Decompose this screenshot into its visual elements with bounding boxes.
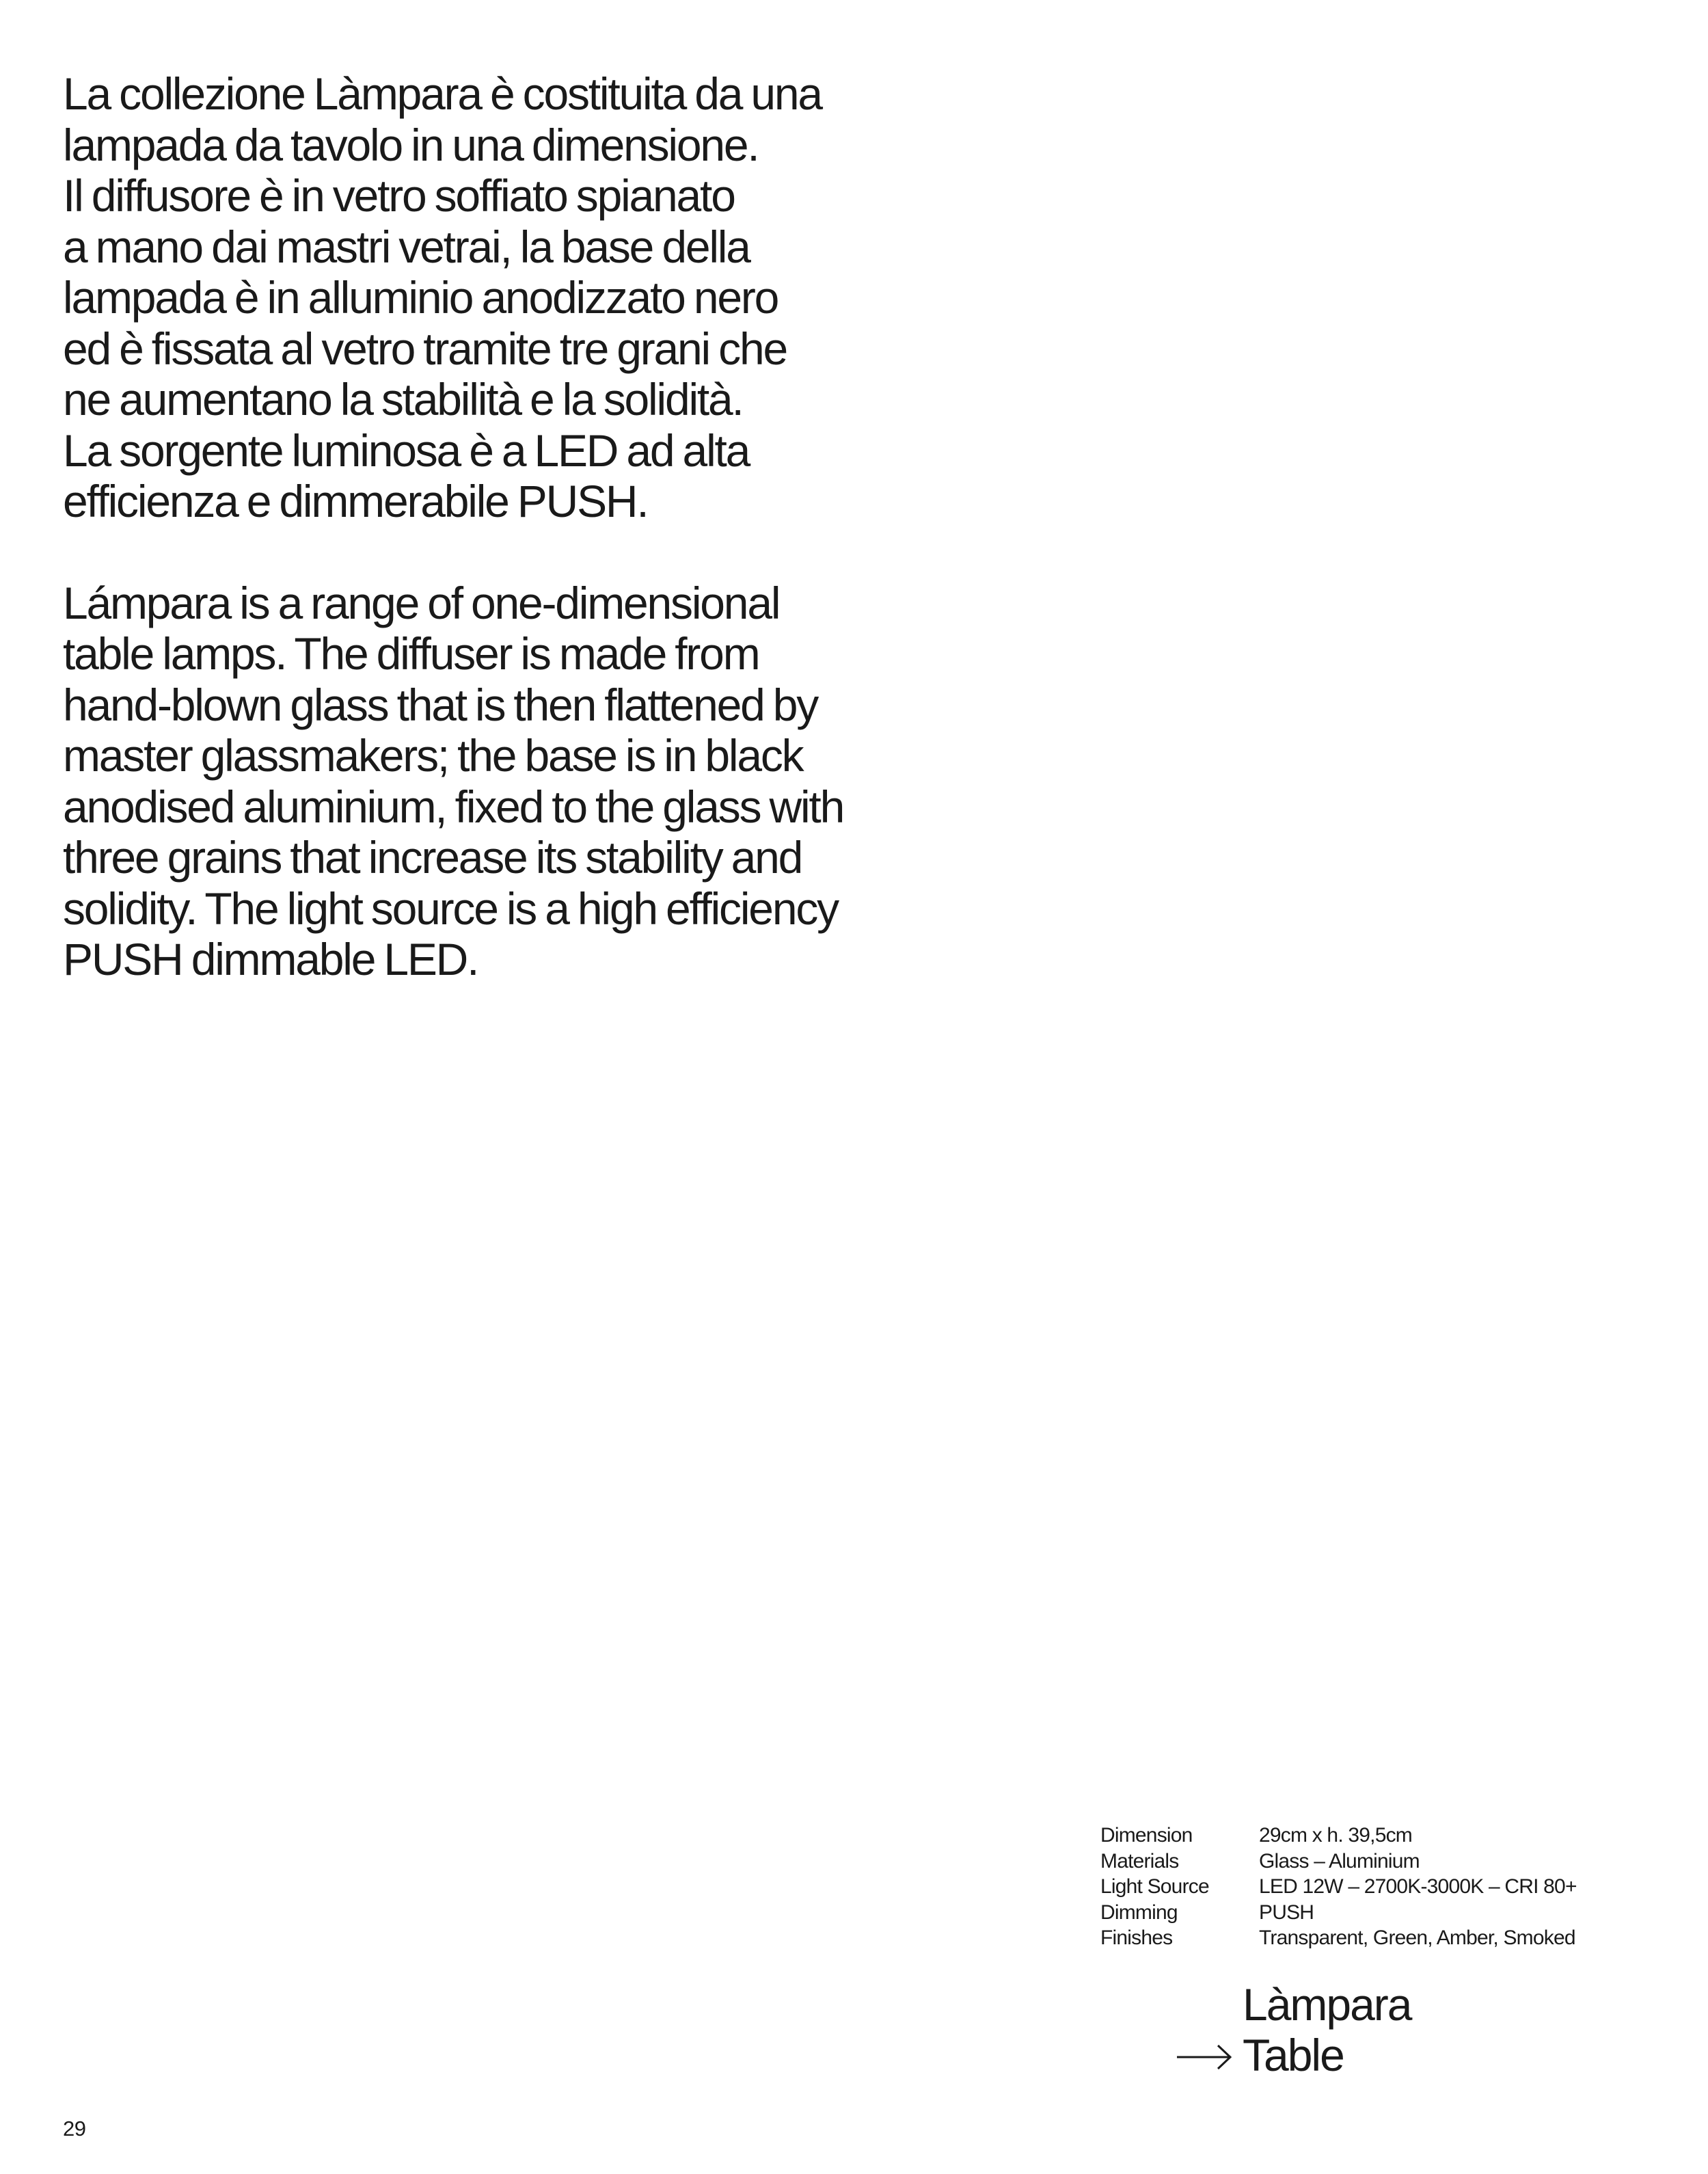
paragraph-line: Il diffusore è in vetro soffiato spianato bbox=[63, 170, 735, 221]
spec-value: 29cm x h. 39,5cm bbox=[1259, 1824, 1412, 1847]
spec-label: Finishes bbox=[1100, 1927, 1173, 1949]
paragraph-line: ed è fissata al vetro tramite tre grani che bbox=[63, 323, 787, 374]
spec-value: Glass – Aluminium bbox=[1259, 1849, 1420, 1873]
product-name-line: Làmpara bbox=[1243, 1979, 1411, 2030]
spec-value: LED 12W – 2700K-3000K – CRI 80+ bbox=[1259, 1875, 1577, 1898]
product-name bbox=[1243, 1979, 1411, 2080]
spec-value: PUSH bbox=[1259, 1901, 1314, 1924]
product-name-line: Table bbox=[1243, 2030, 1344, 2080]
spec-label: Dimension bbox=[1100, 1824, 1193, 1847]
spec-table bbox=[1100, 1823, 1577, 1951]
paragraph-line: La collezione Làmpara è costituita da una bbox=[63, 68, 822, 119]
paragraph-line: a mano dai mastri vetrai, la base della bbox=[63, 221, 750, 272]
arrow-right-icon bbox=[1176, 2043, 1233, 2071]
page-number: 29 bbox=[63, 2117, 86, 2141]
spec-row-materials bbox=[1100, 1849, 1577, 1875]
paragraph-line: La sorgente luminosa è a LED ad alta bbox=[63, 425, 750, 476]
paragraph-line: table lamps. The diffuser is made from bbox=[63, 628, 759, 679]
paragraph-line: efficienza e dimmerabile PUSH. bbox=[63, 476, 648, 526]
paragraph-line: ne aumentano la stabilità e la solidità. bbox=[63, 374, 743, 425]
spec-row-light-source bbox=[1100, 1874, 1577, 1900]
paragraph-line: master glassmakers; the base is in black bbox=[63, 730, 803, 781]
spec-row-dimming bbox=[1100, 1900, 1577, 1926]
paragraph-line: PUSH dimmable LED. bbox=[63, 934, 478, 984]
english-paragraph bbox=[63, 578, 979, 985]
product-link[interactable] bbox=[1176, 1979, 1411, 2080]
paragraph-line: solidity. The light source is a high efficiency bbox=[63, 883, 838, 934]
italian-paragraph bbox=[63, 68, 979, 527]
paragraph-line: three grains that increase its stability and bbox=[63, 832, 802, 883]
paragraph-line: lampada è in alluminio anodizzato nero bbox=[63, 272, 778, 323]
spec-label: Materials bbox=[1100, 1849, 1179, 1873]
intro-text bbox=[63, 68, 979, 985]
paragraph-line: anodised aluminium, fixed to the glass with bbox=[63, 781, 844, 832]
spec-value: Transparent, Green, Amber, Smoked bbox=[1259, 1927, 1575, 1949]
spec-row-finishes bbox=[1100, 1925, 1577, 1951]
spec-row-dimension bbox=[1100, 1823, 1577, 1849]
paragraph-line: hand-blown glass that is then flattened by bbox=[63, 679, 818, 730]
paragraph-line: Lámpara is a range of one-dimensional bbox=[63, 577, 780, 628]
spec-label: Light Source bbox=[1100, 1875, 1209, 1898]
spec-label: Dimming bbox=[1100, 1901, 1178, 1924]
paragraph-line: lampada da tavolo in una dimensione. bbox=[63, 119, 759, 170]
